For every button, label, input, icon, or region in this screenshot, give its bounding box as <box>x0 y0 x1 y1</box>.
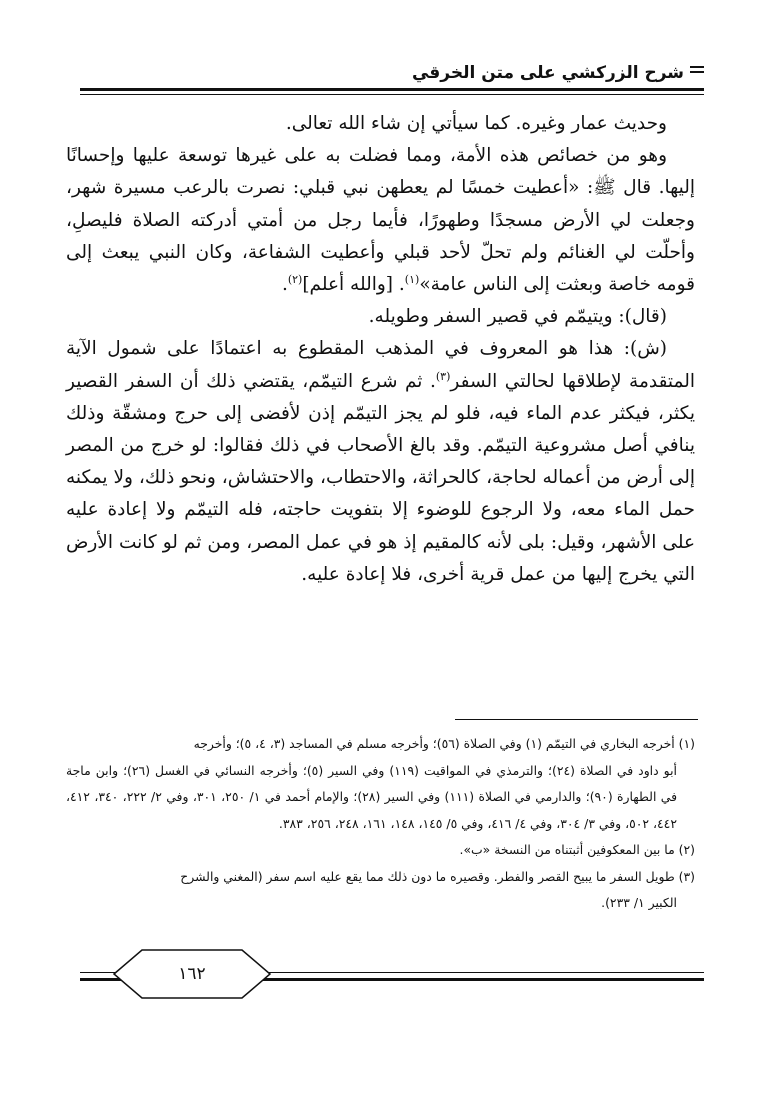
footnote-2: (٢) ما بين المعكوفين أثبتناه من النسخة «ب». <box>459 842 695 857</box>
footnote-ref-3: (٣) <box>435 369 451 383</box>
footnote-3-continued: الكبير ١/ ٢٣٣). <box>601 895 677 910</box>
paragraph-2-text: وهو من خصائص هذه الأمة، ومما فضلت به على غيرها توسعة عليها وإحسانًا إليها. قال ﷺ: «أعطيت خمسًا لم يعطهن نبي قبلي: نصرت بالرعب مسيرة شهر، وجعلت لي الأرض مسجدًا وطهورًا، فأيما رجل من أمتي أدركته الصلاة فليصلِ، وأحلّت لي الغنائم ولم تحلّ لأحد قبلي وأعطيت الشفاعة، وكان النبي يبعث إلى قومه خاصة وبعثت إلى الناس عامة» <box>66 145 695 296</box>
header-rule-thick <box>80 88 704 91</box>
paragraph-2-end: . <box>281 274 288 296</box>
footnote-3: (٣) طويل السفر ما يبيح القصر والفطر. وقصيره ما دون ذلك مما يقع عليه اسم سفر (المغني والشرح <box>180 868 695 884</box>
header-marker-icon <box>690 66 704 78</box>
footnote-ref-1: (١) <box>404 272 420 286</box>
footnote-1-continued: أبو داود في الصلاة (٢٤)؛ والترمذي في المواقيت (١١٩) وفي السير (٥)؛ وأخرجه النسائي في الغسل (٢٦)؛ وابن ماجة في الطهارة (٩٠)؛ والدارمي في الصلاة (١١١) وفي السير (٢٨)؛ والإمام أحمد في ١/ ٢٥٠، ٣٠١، وفي ٢/ ٢٢٢، ٣٤٠، ٤١٢، ٤٤٢، ٥٠٢، وفي ٣/ ٣٠٤، وفي ٤/ ٤١٦، وفي ٥/ ١٤٥، ١٤٨، ١٦١، ٢٤٨، ٢٥٦، ٣٨٣. <box>66 762 677 831</box>
footnote-1: (١) أخرجه البخاري في التيمّم (١) وفي الصلاة (٥٦)؛ وأخرجه مسلم في المساجد (٣، ٤، ٥)؛ وأخرجه <box>193 736 695 751</box>
paragraph-4 <box>66 333 695 591</box>
header-rule-thin <box>80 94 704 95</box>
footnote-separator <box>455 719 698 720</box>
main-text <box>66 108 695 591</box>
paragraph-2 <box>66 140 695 301</box>
paragraph-4-text: (ش): هذا هو المعروف في المذهب المقطوع به اعتمادًا على شمول الآية المتقدمة لإطلاقها لحالتي السفر <box>66 338 695 392</box>
footnotes <box>66 731 695 917</box>
paragraph-1: وحديث عمار وغيره. كما سيأتي إن شاء الله تعالى. <box>285 113 667 134</box>
paragraph-4-rest: . ثم شرع التيمّم، يقتضي ذلك أن السفر القصير يكثر، فيكثر عدم الماء فيه، فلو لم يجز التيمّم إذن لأفضى إلى حرج ومشقّة وذلك ينافي أصل مشروعية التيمّم. وقد بالغ الأصحاب في ذلك فقالوا: لو خرج من المصر إلى أرض من أعماله لحاجة، كالحراثة، والاحتطاب، والاحتشاش، ونحو ذلك، ولا يمكنه حمل الماء معه، ولا الرجوع للوضوء إلا بتفويت حاجته، فله التيمّم ولا إعادة عليه على الأشهر، وقيل: بلى لأنه كالمقيم إذ هو في عمل المصر، ومن ثم لو كانت الأرض التي يخرج إليها من عمل قرية أخرى، فلا إعادة عليه. <box>66 370 695 585</box>
page-number: ١٦٢ <box>152 960 232 988</box>
paragraph-2-tail: . [والله أعلم] <box>302 274 405 296</box>
running-header-title: شرح الزركشي على متن الخرقي <box>411 63 684 83</box>
footnote-ref-2: (٢) <box>287 272 303 286</box>
paragraph-3: (قال): ويتيمّم في قصير السفر وطويله. <box>368 306 667 328</box>
